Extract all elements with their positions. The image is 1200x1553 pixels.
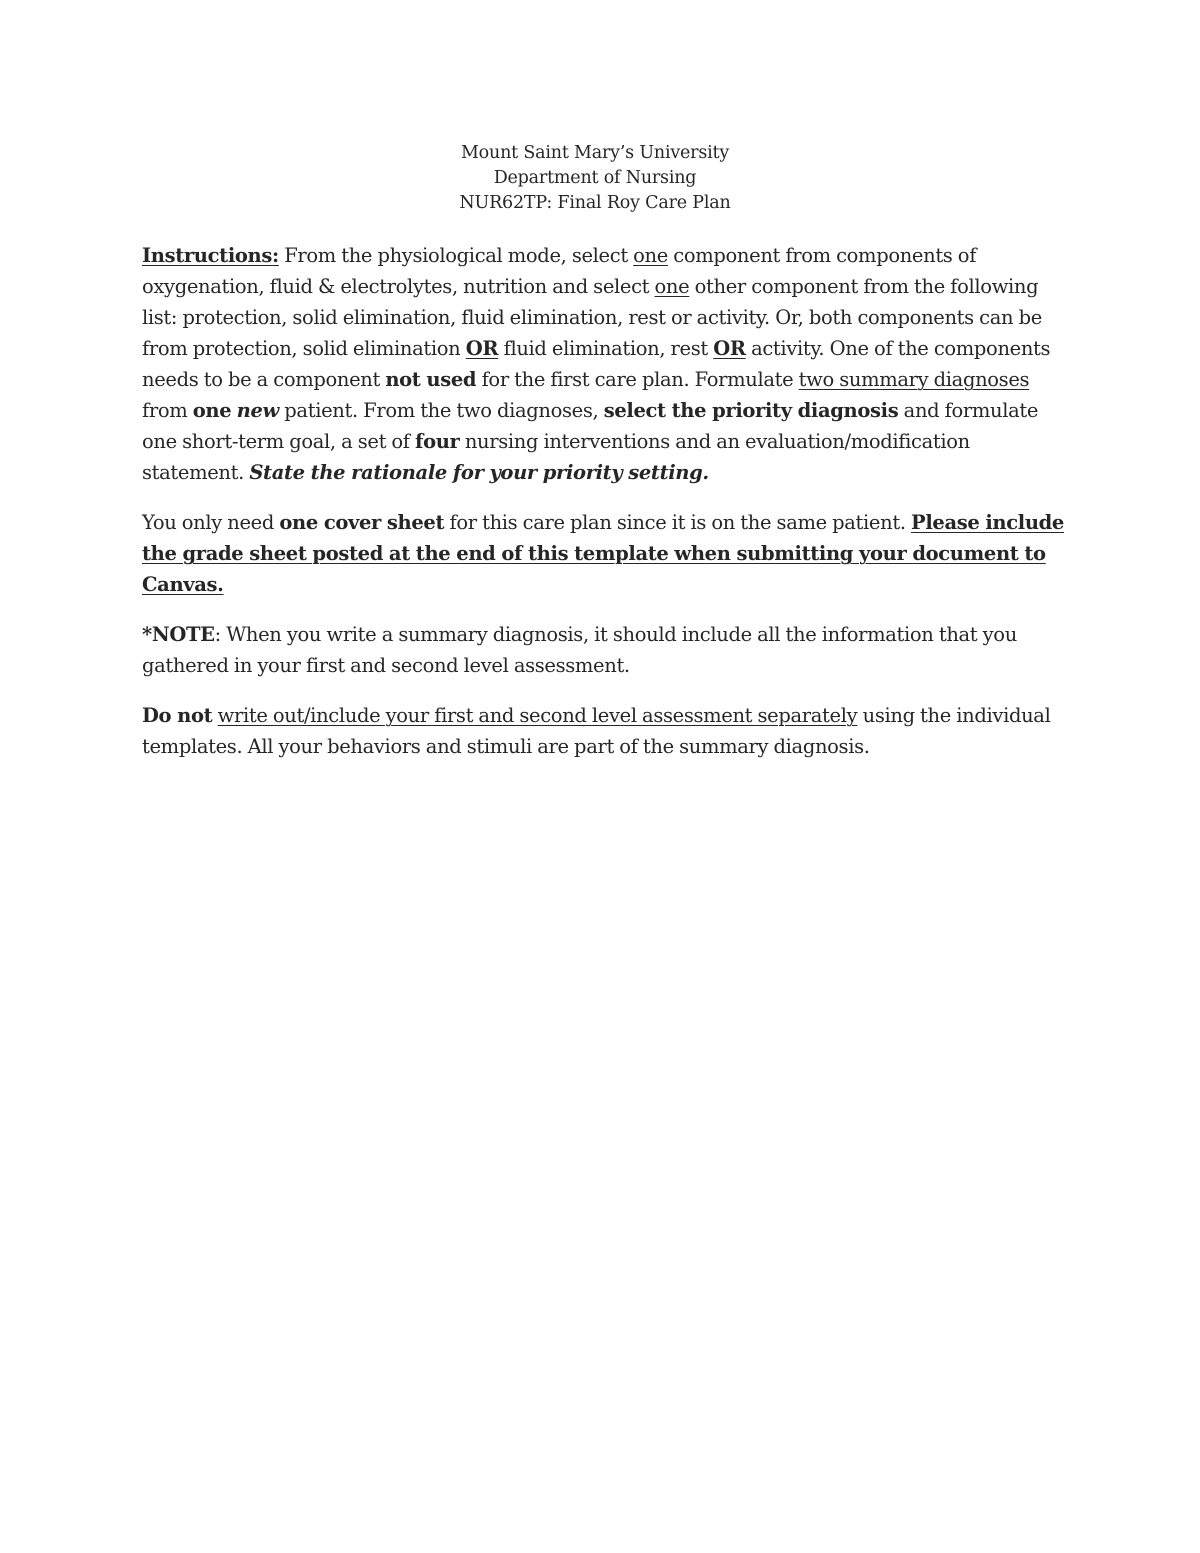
cover-text: for this care plan since it is on the same patient. (444, 511, 912, 534)
instructions-paragraph (142, 240, 1072, 488)
note-label: *NOTE (142, 623, 215, 646)
emphasis-or: OR (713, 337, 746, 360)
course-title: NUR62TP: Final Roy Care Plan (459, 193, 731, 213)
emphasis-one-cover-sheet: one cover sheet (279, 511, 445, 534)
instructions-text: and formulate one short-term goal, a set of (142, 399, 1039, 453)
do-not-text: using the individual templates. All your behaviors and stimuli are part of the summary diagnosis. (142, 704, 1051, 758)
department-name: Department of Nursing (493, 168, 697, 188)
emphasis-four: four (415, 430, 460, 453)
instructions-label: Instructions: (142, 244, 279, 267)
cover-sheet-paragraph (142, 507, 1072, 600)
emphasis-not-used: not used (385, 368, 477, 391)
emphasis-one: one (633, 244, 668, 267)
instructions-text: activity. One of the components needs to be a component (142, 337, 1051, 391)
note-text: : When you write a summary diagnosis, it should include all the information that you gathered in your first and second level assessment. (142, 623, 1017, 677)
instructions-text: from (142, 399, 193, 422)
instructions-text: nursing interventions and an evaluation/modification statement. (142, 430, 970, 484)
emphasis-write-out: write out/include your first and second level assessment separately (217, 704, 858, 727)
instructions-text: patient. From the two diagnoses, (278, 399, 604, 422)
cover-text: You only need (142, 511, 280, 534)
document-body (142, 240, 1072, 781)
emphasis-or: OR (465, 337, 499, 360)
instructions-text: other component from the following list: protection, solid elimination, fluid elimination, rest or activity. Or, both components can be from protection, solid elimination (142, 275, 1042, 360)
emphasis-one-bold: one (192, 399, 232, 422)
emphasis-two-summary-diagnoses: two summary diagnoses (798, 368, 1030, 391)
instructions-text: From the physiological mode, select (278, 244, 634, 267)
emphasis-rationale: State the rationale for your priority setting. (249, 461, 709, 484)
emphasis-grade-sheet: Please include the grade sheet posted at the end of this template when submitting your document to Canvas. (142, 511, 1064, 596)
do-not-label: Do not (142, 704, 213, 727)
emphasis-one: one (654, 275, 690, 298)
note-paragraph (142, 619, 1072, 681)
emphasis-new: new (236, 399, 279, 422)
university-name: Mount Saint Mary’s University (460, 143, 730, 163)
emphasis-select-priority: select the priority diagnosis (603, 399, 899, 422)
instructions-text: component from components of oxygenation, fluid & electrolytes, nutrition and select (142, 244, 977, 298)
do-not-paragraph (142, 700, 1072, 762)
instructions-text: for the first care plan. Formulate (476, 368, 799, 391)
document-header (0, 141, 1190, 216)
instructions-text: fluid elimination, rest (498, 337, 714, 360)
